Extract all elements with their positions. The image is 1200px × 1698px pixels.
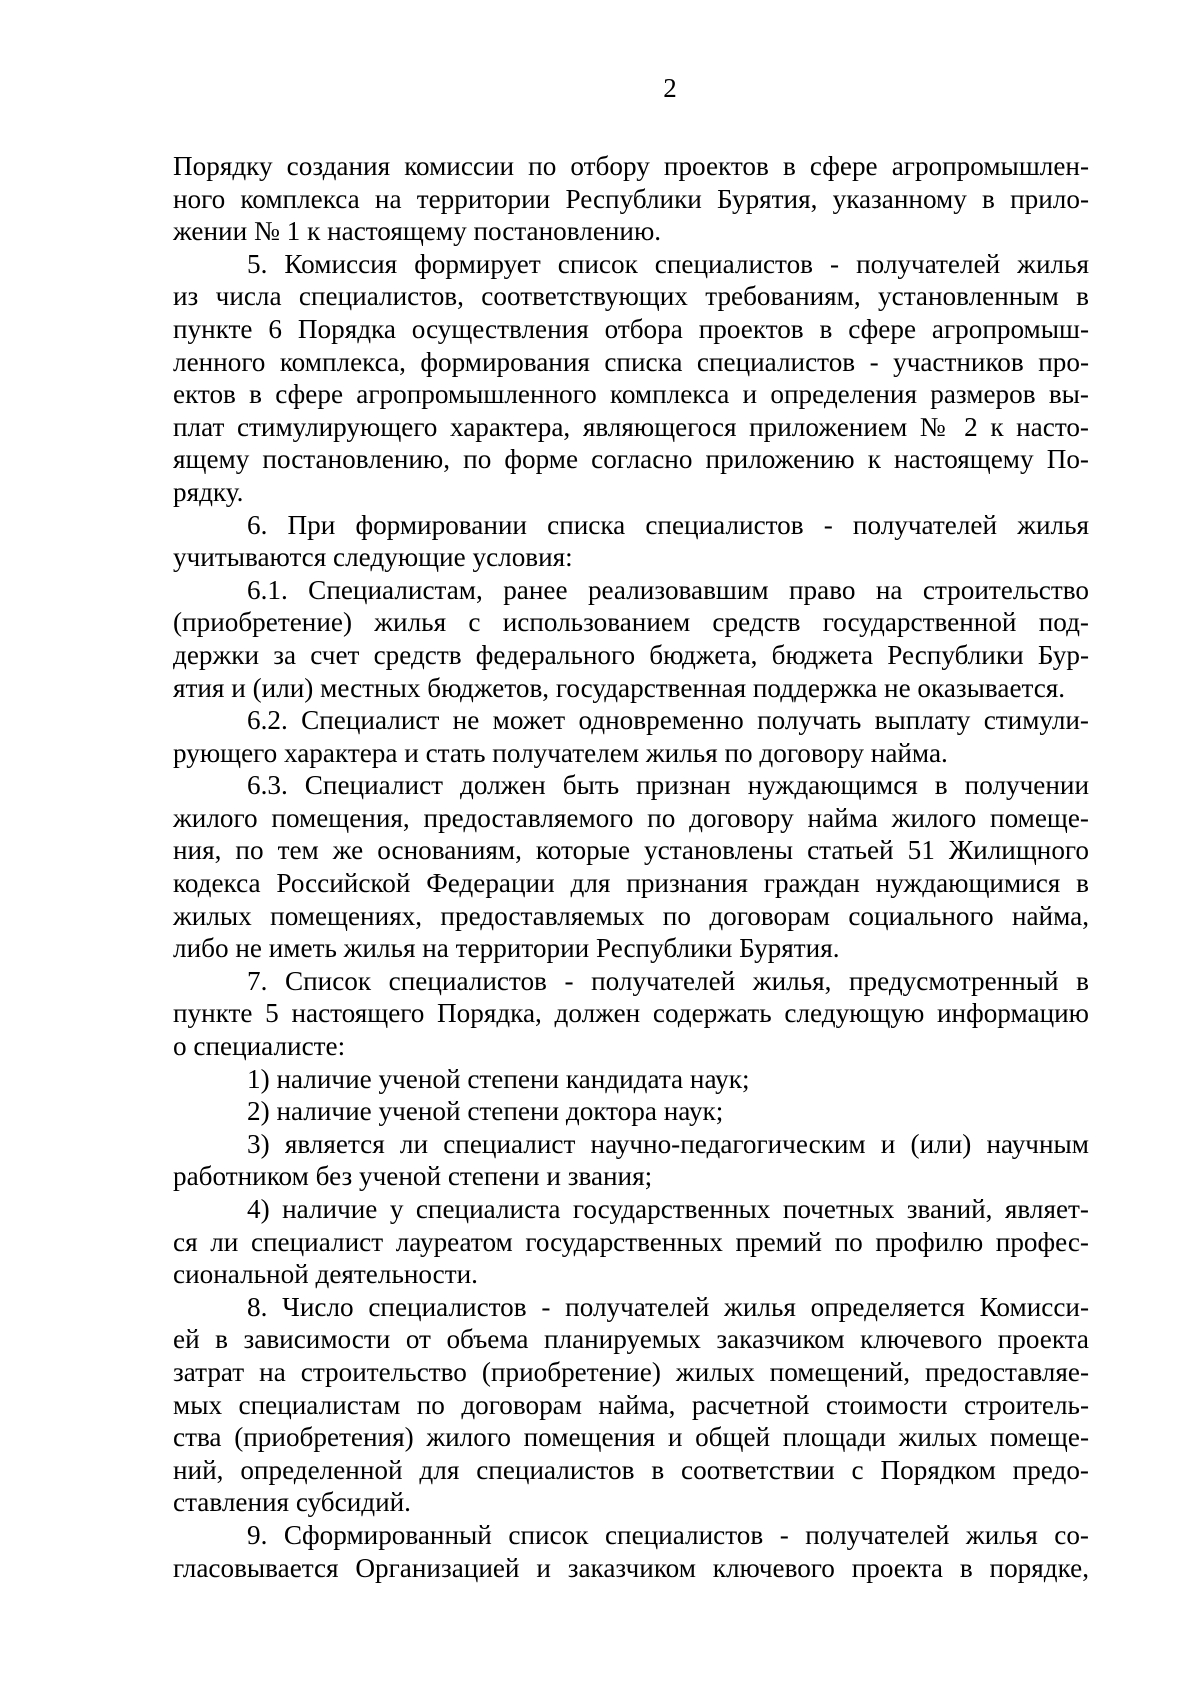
text-line: Порядку создания комиссии по отбору проектов в сфере агропромышлен- [173, 151, 1089, 181]
text-line: ектов в сфере агропромышленного комплекса и определения размеров вы- [173, 379, 1089, 410]
paragraph [173, 1291, 1089, 1519]
text-line: 1) наличие ученой степени кандидата наук; [247, 1063, 750, 1094]
text-line: ятия и (или) местных бюджетов, государственная поддержка не оказывается. [173, 672, 1066, 703]
text-line: пункте 6 Порядка осуществления отбора проектов в сфере агропромыш- [173, 313, 1089, 344]
text-line: о специалисте: [173, 1031, 346, 1062]
text-line: 7. Список специалистов - получателей жилья, предусмотренный в [247, 965, 1089, 996]
text-line: 2) наличие ученой степени доктора наук; [247, 1096, 724, 1127]
paragraph [173, 704, 1089, 769]
text-line: жении № 1 к настоящему постановлению. [173, 216, 662, 247]
text-line: ства (приобретения) жилого помещения и общей площади жилых помеще- [173, 1422, 1089, 1453]
text-line: жилых помещениях, предоставляемых по договорам социального найма, [173, 900, 1089, 931]
text-line: 9. Сформированный список специалистов - получателей жилья со- [247, 1519, 1089, 1550]
paragraph [173, 1193, 1089, 1291]
text-line: ящему постановлению, по форме согласно приложению к настоящему По- [173, 444, 1089, 475]
text-line: либо не иметь жилья на территории Республики Бурятия. [173, 933, 840, 964]
text-line: ставления субсидий. [173, 1487, 411, 1518]
text-line: жилого помещения, предоставляемого по договору найма жилого помеще- [173, 802, 1089, 833]
text-line: мых специалистам по договорам найма, расчетной стоимости строитель- [173, 1389, 1089, 1420]
paragraph [173, 248, 1089, 509]
paragraph [173, 965, 1089, 1063]
text-line: из числа специалистов, соответствующих требованиям, установленным в [173, 281, 1089, 312]
text-line: (приобретение) жилья с использованием средств государственной под- [173, 607, 1089, 638]
text-line: 6.3. Специалист должен быть признан нуждающимся в получении [247, 770, 1089, 801]
text-line: держки за счет средств федерального бюджета, бюджета Республики Бур- [173, 639, 1089, 670]
text-line: 6. При формировании списка специалистов - получателей жилья [247, 509, 1089, 540]
text-line: ного комплекса на территории Республики Бурятия, указанному в прило- [173, 183, 1089, 214]
text-line: пункте 5 настоящего Порядка, должен содержать следующую информацию [173, 998, 1089, 1029]
text-line: 4) наличие у специалиста государственных почетных званий, являет- [247, 1194, 1089, 1224]
paragraph [173, 509, 1089, 574]
page-number: 2 [663, 73, 677, 103]
text-line: учитываются следующие условия: [173, 542, 573, 573]
text-line: сиональной деятельности. [173, 1259, 478, 1290]
text-line: 8. Число специалистов - получателей жилья определяется Комисси- [247, 1291, 1089, 1322]
text-line: работником без ученой степени и звания; [173, 1161, 653, 1192]
text-line: ний, определенной для специалистов в соответствии с Порядком предо- [173, 1454, 1089, 1485]
paragraph [173, 150, 1089, 248]
paragraph [173, 1128, 1089, 1193]
text-line: ей в зависимости от объема планируемых заказчиком ключевого проекта [173, 1324, 1089, 1355]
text-line: плат стимулирующего характера, являющегося приложением № 2 к насто- [173, 411, 1089, 442]
text-line: 5. Комиссия формирует список специалистов - получателей жилья [247, 248, 1089, 279]
text-line: ленного комплекса, формирования списка специалистов - участников про- [173, 346, 1089, 377]
text-line: кодекса Российской Федерации для признания граждан нуждающимися в [173, 868, 1089, 899]
text-line: ся ли специалист лауреатом государственных премий по профилю профес- [173, 1226, 1089, 1257]
text-line: 3) является ли специалист научно-педагогическим и (или) научным [247, 1128, 1089, 1159]
text-line: рующего характера и стать получателем жилья по договору найма. [173, 737, 948, 768]
document-body [173, 150, 1089, 1584]
text-line: рядку. [173, 476, 244, 507]
text-line: гласовывается Организацией и заказчиком ключевого проекта в порядке, [173, 1552, 1089, 1583]
paragraph [173, 574, 1089, 704]
paragraph [173, 1519, 1089, 1584]
paragraph [173, 1095, 1089, 1128]
paragraph [173, 769, 1089, 965]
text-line: 6.1. Специалистам, ранее реализовавшим право на строительство [247, 574, 1089, 605]
paragraph [173, 1063, 1089, 1096]
text-line: 6.2. Специалист не может одновременно получать выплату стимули- [247, 705, 1089, 736]
text-line: ния, по тем же основаниям, которые установлены статьей 51 Жилищного [173, 835, 1089, 866]
text-line: затрат на строительство (приобретение) жилых помещений, предоставляе- [173, 1356, 1089, 1387]
